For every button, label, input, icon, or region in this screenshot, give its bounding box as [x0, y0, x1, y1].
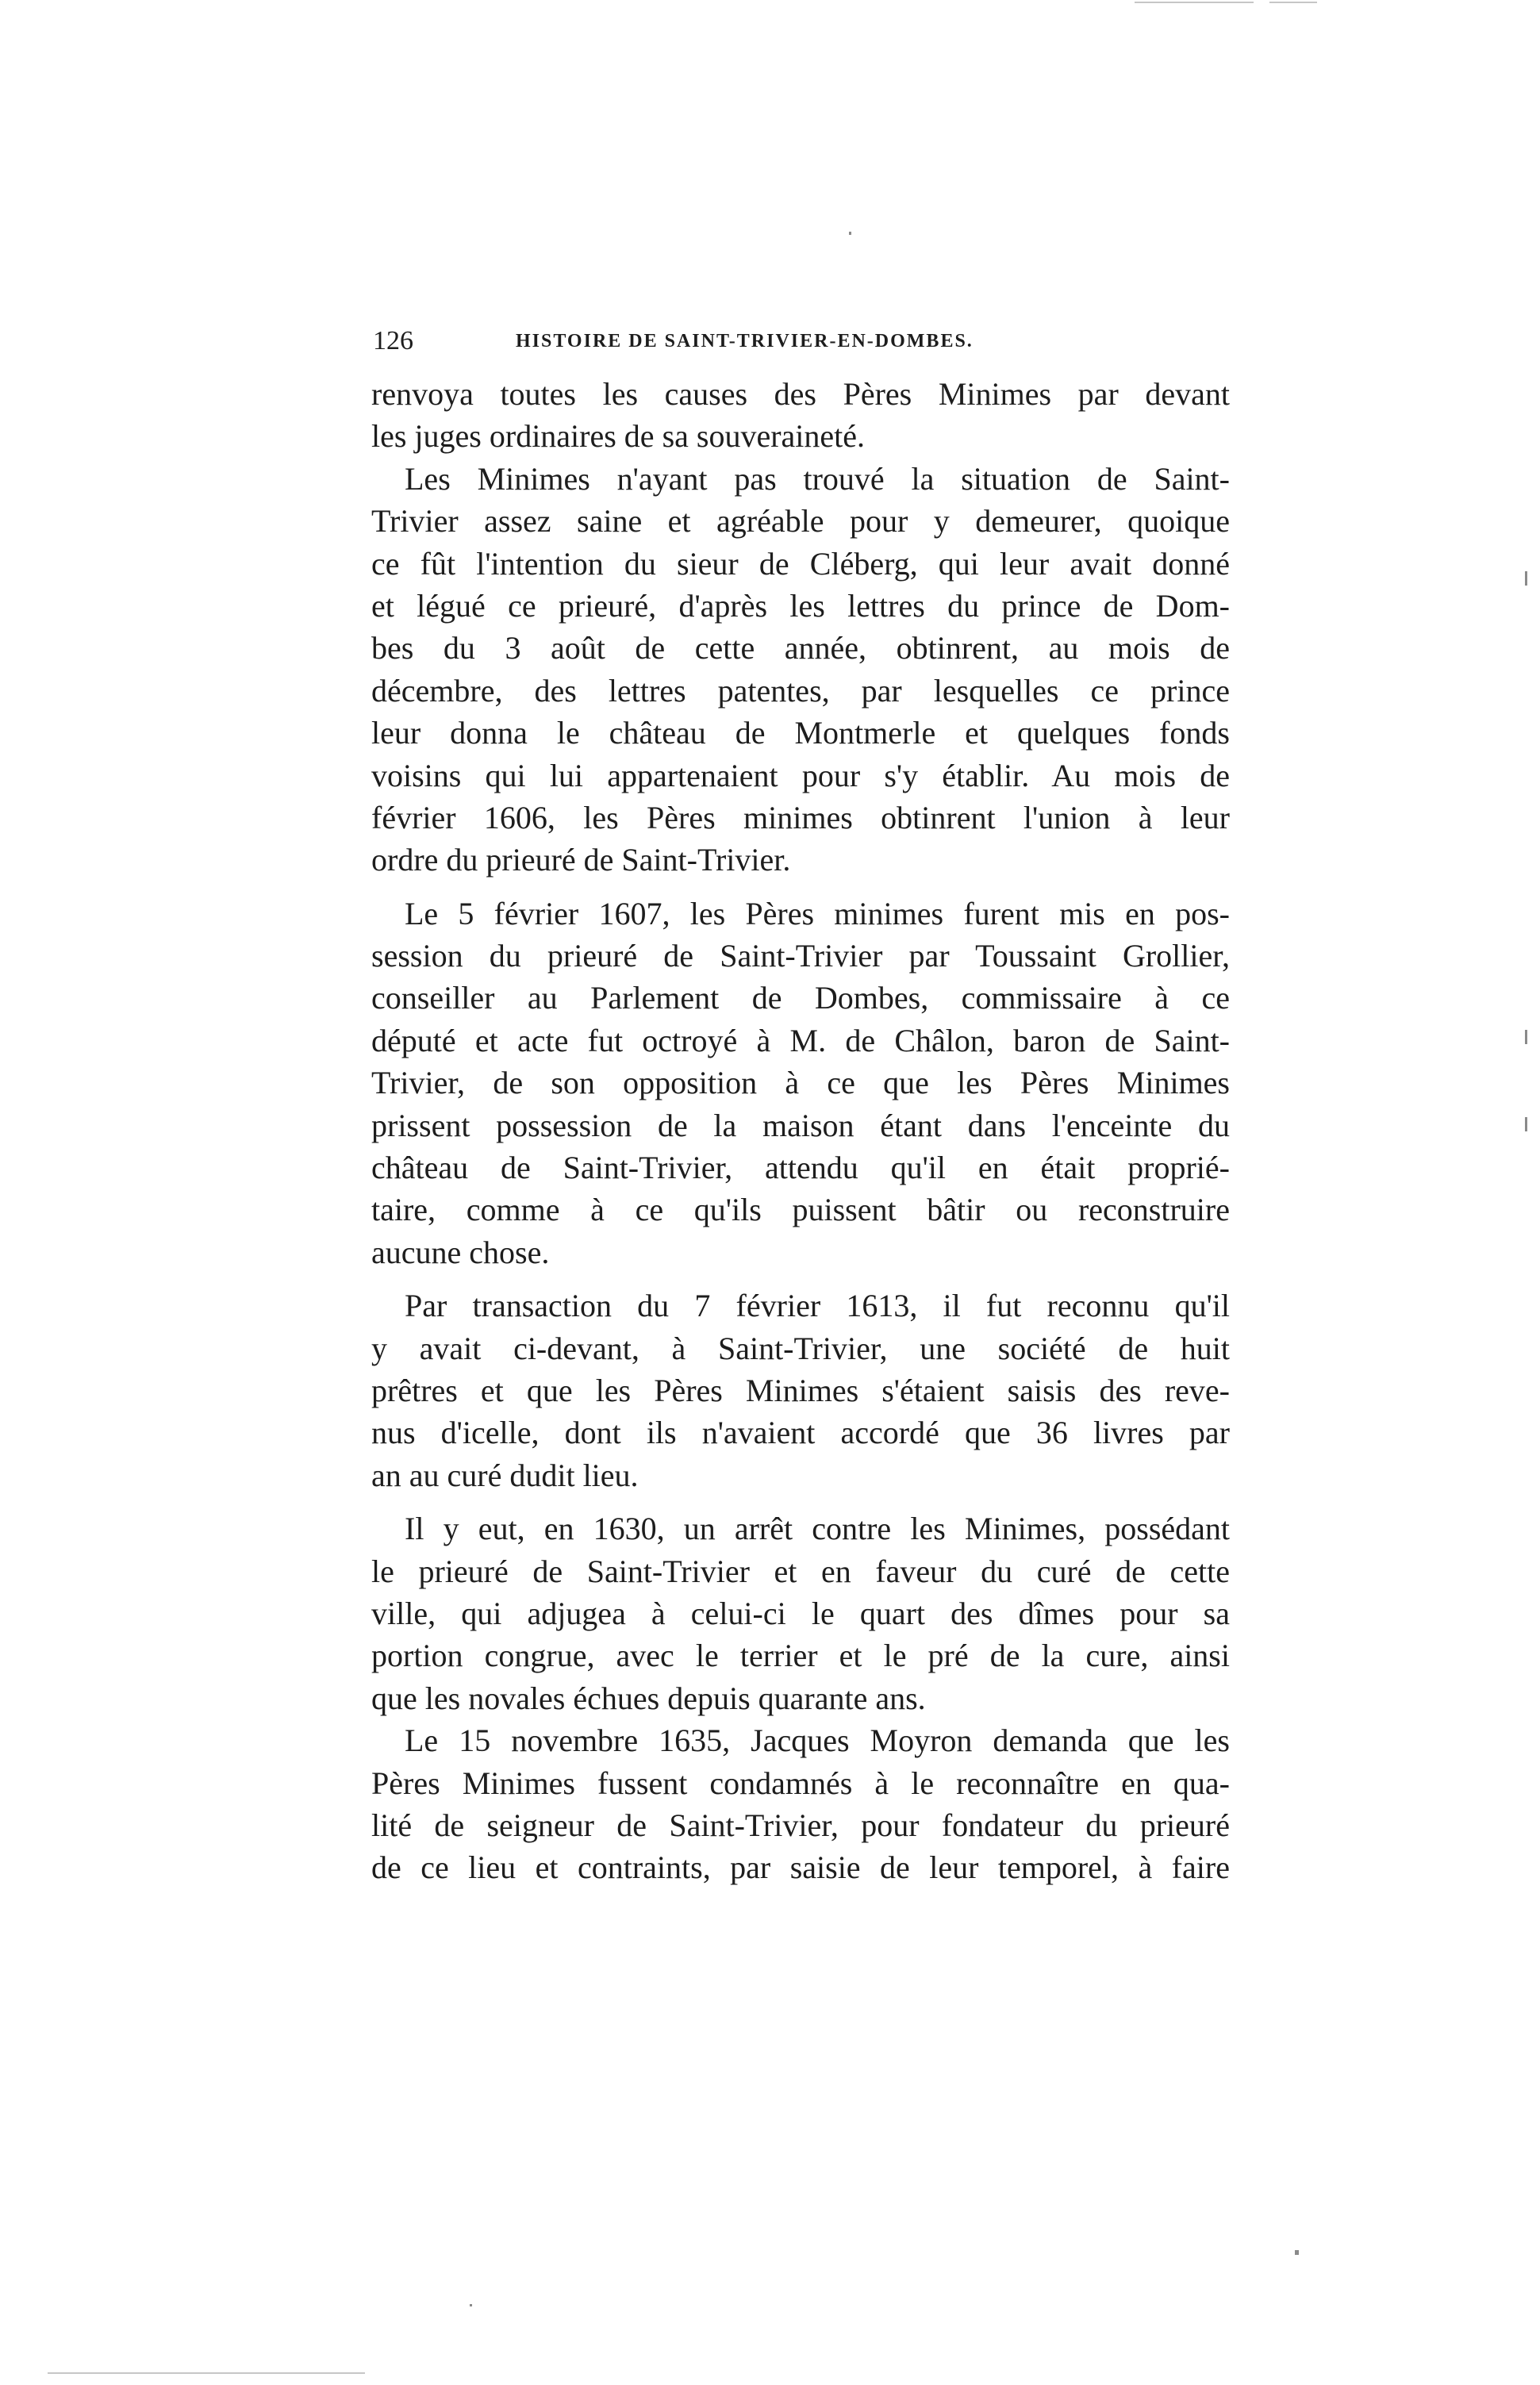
text-line: Par transaction du 7 février 1613, il fut reconnu qu'il — [405, 1288, 1230, 1324]
scan-edge-mark — [48, 2372, 365, 2374]
text-line: et légué ce prieuré, d'après les lettres du prince de Dom- — [371, 587, 1230, 624]
page-number: 126 — [373, 326, 413, 355]
text-line: ville, qui adjugea à celui-ci le quart des dîmes pour sa — [371, 1595, 1230, 1631]
text-line: château de Saint-Trivier, attendu qu'il en était proprié- — [371, 1150, 1230, 1186]
scan-edge-mark — [1135, 2, 1254, 3]
running-title: HISTOIRE DE SAINT-TRIVIER-EN-DOMBES. — [516, 331, 974, 351]
paragraph-gap — [371, 881, 1230, 893]
text-line: session du prieuré de Saint-Trivier par Toussaint Grollier, — [371, 938, 1230, 974]
scan-speck — [1525, 571, 1527, 586]
text-line: taire, comme à ce qu'ils puissent bâtir ou reconstruire — [371, 1192, 1230, 1228]
text-line: Trivier, de son opposition à ce que les Pères Minimes — [371, 1065, 1230, 1101]
scan-speck — [849, 232, 851, 235]
text-line: Il y eut, en 1630, un arrêt contre les Minimes, possédant — [405, 1511, 1230, 1547]
scan-speck — [470, 2304, 472, 2306]
body-text — [371, 373, 1230, 1889]
running-head — [373, 317, 1254, 365]
text-line: février 1606, les Pères minimes obtinrent l'union à leur — [371, 799, 1230, 835]
scan-speck — [1525, 1030, 1527, 1044]
paragraph-gap — [371, 1496, 1230, 1507]
text-line: prissent possession de la maison étant dans l'enceinte du — [371, 1107, 1230, 1143]
text-line: le prieuré de Saint-Trivier et en faveur du curé de cette — [371, 1553, 1230, 1589]
text-line: que les novales échues depuis quarante ans. — [371, 1680, 926, 1716]
text-line: Le 5 février 1607, les Pères minimes furent mis en pos- — [405, 895, 1230, 931]
text-line: an au curé dudit lieu. — [371, 1457, 639, 1493]
text-line: député et acte fut octroyé à M. de Châlon, baron de Saint- — [371, 1022, 1230, 1058]
text-line: leur donna le château de Montmerle et quelques fonds — [371, 715, 1230, 751]
text-line: voisins qui lui appartenaient pour s'y établir. Au mois de — [371, 757, 1230, 793]
text-line: de ce lieu et contraints, par saisie de leur temporel, à faire — [371, 1849, 1230, 1886]
scan-speck — [1295, 2250, 1299, 2255]
scan-speck — [1525, 1117, 1527, 1131]
text-line: Pères Minimes fussent condamnés à le reconnaître en qua- — [371, 1765, 1230, 1801]
text-line: nus d'icelle, dont ils n'avaient accordé que 36 livres par — [371, 1415, 1230, 1451]
text-line: ordre du prieuré de Saint-Trivier. — [371, 842, 791, 878]
text-line: conseiller au Parlement de Dombes, commissaire à ce — [371, 980, 1230, 1016]
text-line: ce fût l'intention du sieur de Cléberg, qui leur avait donné — [371, 545, 1230, 582]
text-line: bes du 3 août de cette année, obtinrent, au mois de — [371, 630, 1230, 666]
text-line: aucune chose. — [371, 1234, 550, 1270]
text-line: renvoya toutes les causes des Pères Minimes par devant — [371, 376, 1230, 412]
scan-edge-mark — [1269, 2, 1317, 3]
paragraph-gap — [371, 1273, 1230, 1285]
text-line: décembre, des lettres patentes, par lesquelles ce prince — [371, 672, 1230, 709]
text-line: Les Minimes n'ayant pas trouvé la situation de Saint- — [405, 460, 1230, 497]
text-line: lité de seigneur de Saint-Trivier, pour fondateur du prieuré — [371, 1807, 1230, 1843]
text-line: portion congrue, avec le terrier et le pré de la cure, ainsi — [371, 1638, 1230, 1674]
text-line: prêtres et que les Pères Minimes s'étaient saisis des reve- — [371, 1372, 1230, 1408]
text-line: Le 15 novembre 1635, Jacques Moyron demanda que les — [405, 1722, 1230, 1759]
text-line: Trivier assez saine et agréable pour y demeurer, quoique — [371, 503, 1230, 540]
text-line: les juges ordinaires de sa souveraineté. — [371, 418, 866, 455]
text-line: y avait ci-devant, à Saint-Trivier, une société de huit — [371, 1330, 1230, 1366]
